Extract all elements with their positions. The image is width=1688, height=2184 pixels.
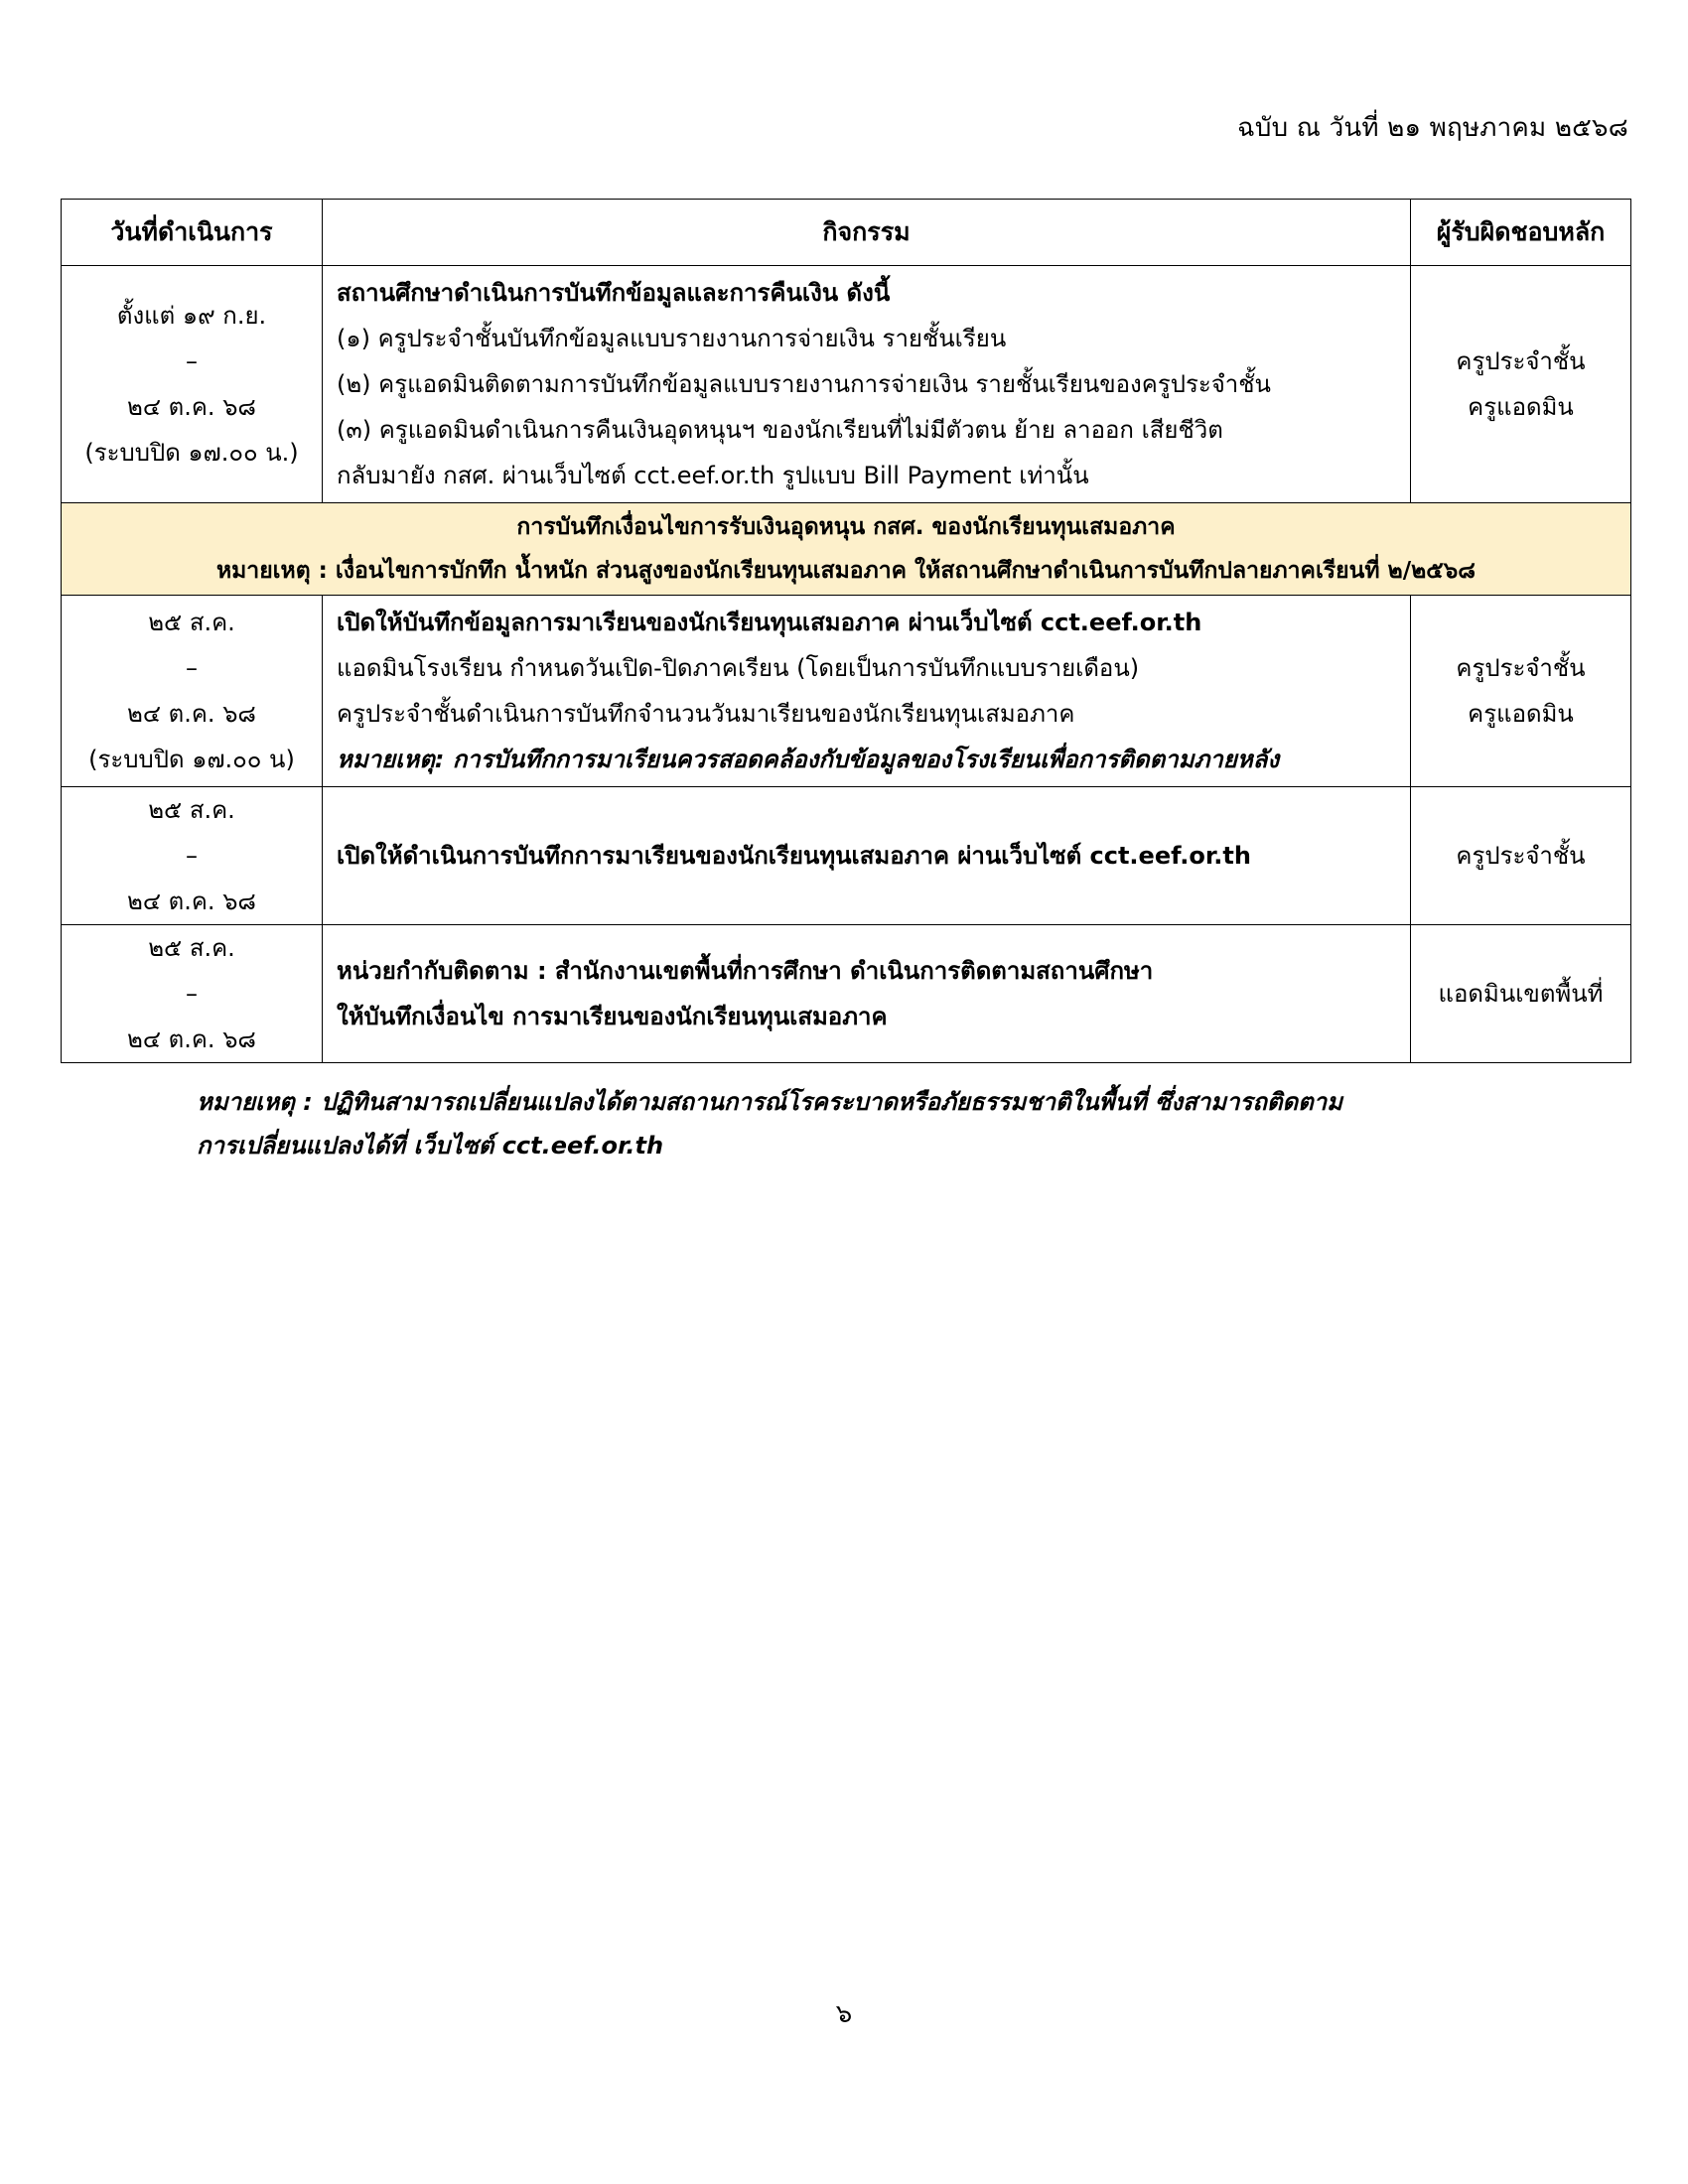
date-cell — [62, 787, 323, 925]
date-line: ๒๕ ส.ค. — [148, 934, 235, 962]
activity-title: เปิดให้บันทึกข้อมูลการมาเรียนของนักเรียนทุนเสมอภาค ผ่านเว็บไซต์ cct.eef.or.th — [337, 609, 1202, 636]
date-line: – — [186, 347, 198, 375]
responsible-line: ครูประจำชั้น — [1456, 654, 1586, 682]
activity-line: หน่วยกำกับติดตาม : สำนักงานเขตพื้นที่การศึกษา ดำเนินการติดตามสถานศึกษา — [337, 957, 1154, 985]
responsible-cell — [1411, 596, 1631, 787]
date-line: ๒๔ ต.ค. ๖๘ — [127, 700, 256, 728]
activity-title: สถานศึกษาดำเนินการบันทึกข้อมูลและการคืนเงิน ดังนี้ — [337, 279, 891, 307]
page-number: ๖ — [835, 1999, 853, 2029]
responsible-line: ครูแอดมิน — [1468, 393, 1574, 421]
activity-title: เปิดให้ดำเนินการบันทึกการมาเรียนของนักเรียนทุนเสมอภาค ผ่านเว็บไซต์ cct.eef.or.th — [337, 842, 1251, 870]
activity-note: หมายเหตุ: การบันทึกการมาเรียนควรสอดคล้องกับข้อมูลของโรงเรียนเพื่อการติดตามภายหลัง — [337, 746, 1280, 773]
date-line: ตั้งแต่ ๑๙ ก.ย. — [116, 302, 267, 330]
date-line: – — [186, 980, 198, 1008]
footer-note-line: การเปลี่ยนแปลงได้ที่ เว็บไซต์ cct.eef.or.th — [197, 1132, 664, 1160]
table-row — [62, 787, 1631, 925]
activity-line: กลับมายัง กสศ. ผ่านเว็บไซต์ cct.eef.or.th รูปแบบ Bill Payment เท่านั้น — [337, 462, 1089, 489]
column-header-responsible: ผู้รับผิดชอบหลัก — [1411, 200, 1631, 266]
date-line: – — [186, 842, 198, 870]
activity-line: ครูประจำชั้นดำเนินการบันทึกจำนวนวันมาเรียนของนักเรียนทุนเสมอภาค — [337, 700, 1075, 728]
date-line: ๒๕ ส.ค. — [148, 796, 235, 824]
footer-note — [197, 1080, 1487, 1167]
date-line: (ระบบปิด ๑๗.๐๐ น) — [88, 746, 295, 773]
schedule-table — [61, 199, 1631, 1063]
activity-cell — [323, 596, 1411, 787]
activity-line: (๒) ครูแอดมินติดตามการบันทึกข้อมูลแบบรายงานการจ่ายเงิน รายชั้นเรียนของครูประจำชั้น — [337, 370, 1271, 398]
date-line: ๒๔ ต.ค. ๖๘ — [127, 887, 256, 915]
date-line: – — [186, 654, 198, 682]
activity-line: ให้บันทึกเงื่อนไข การมาเรียนของนักเรียนทุนเสมอภาค — [337, 1003, 888, 1030]
table-row — [62, 266, 1631, 503]
activity-cell — [323, 787, 1411, 925]
responsible-cell — [1411, 266, 1631, 503]
responsible-cell — [1411, 925, 1631, 1063]
section-band-note: หมายเหตุ : เงื่อนไขการบักทึก น้ำหนัก ส่วนสูงของนักเรียนทุนเสมอภาค ให้สถานศึกษาดำเนินการบันทึกปลายภาคเรียนที่ ๒/๒๕๖๘ — [215, 558, 1477, 584]
date-line: ๒๕ ส.ค. — [148, 609, 235, 636]
responsible-cell — [1411, 787, 1631, 925]
activity-line: แอดมินโรงเรียน กำหนดวันเปิด-ปิดภาคเรียน (โดยเป็นการบันทึกแบบรายเดือน) — [337, 654, 1140, 682]
date-cell — [62, 266, 323, 503]
column-header-date: วันที่ดำเนินการ — [62, 200, 323, 266]
activity-cell — [323, 266, 1411, 503]
column-header-activity: กิจกรรม — [323, 200, 1411, 266]
responsible-line: ครูประจำชั้น — [1456, 347, 1586, 375]
date-cell — [62, 596, 323, 787]
responsible-line: ครูแอดมิน — [1468, 700, 1574, 728]
footer-note-line: หมายเหตุ : ปฏิทินสามารถเปลี่ยนแปลงได้ตามสถานการณ์โรคระบาดหรือภัยธรรมชาติในพื้นที่ ซึ่งสามารถติดตาม — [197, 1088, 1342, 1116]
responsible-line: ครูประจำชั้น — [1456, 842, 1586, 870]
date-cell — [62, 925, 323, 1063]
date-line: ๒๔ ต.ค. ๖๘ — [127, 393, 256, 421]
date-line: ๒๔ ต.ค. ๖๘ — [127, 1025, 256, 1053]
table-row — [62, 596, 1631, 787]
activity-line: (๓) ครูแอดมินดำเนินการคืนเงินอุดหนุนฯ ของนักเรียนที่ไม่มีตัวตน ย้าย ลาออก เสียชีวิต — [337, 416, 1223, 444]
responsible-line: แอดมินเขตพื้นที่ — [1438, 980, 1604, 1008]
table-header-row — [62, 200, 1631, 266]
section-band-row — [62, 503, 1631, 596]
section-band-title: การบันทึกเงื่อนไขการรับเงินอุดหนุน กสศ. ของนักเรียนทุนเสมอภาค — [516, 514, 1176, 540]
date-line: (ระบบปิด ๑๗.๐๐ น.) — [84, 439, 299, 467]
document-version-date: ฉบับ ณ วันที่ ๒๑ พฤษภาคม ๒๕๖๘ — [1237, 113, 1628, 143]
activity-cell — [323, 925, 1411, 1063]
section-band-cell — [62, 503, 1631, 596]
table-row — [62, 925, 1631, 1063]
activity-line: (๑) ครูประจำชั้นบันทึกข้อมูลแบบรายงานการจ่ายเงิน รายชั้นเรียน — [337, 325, 1007, 352]
